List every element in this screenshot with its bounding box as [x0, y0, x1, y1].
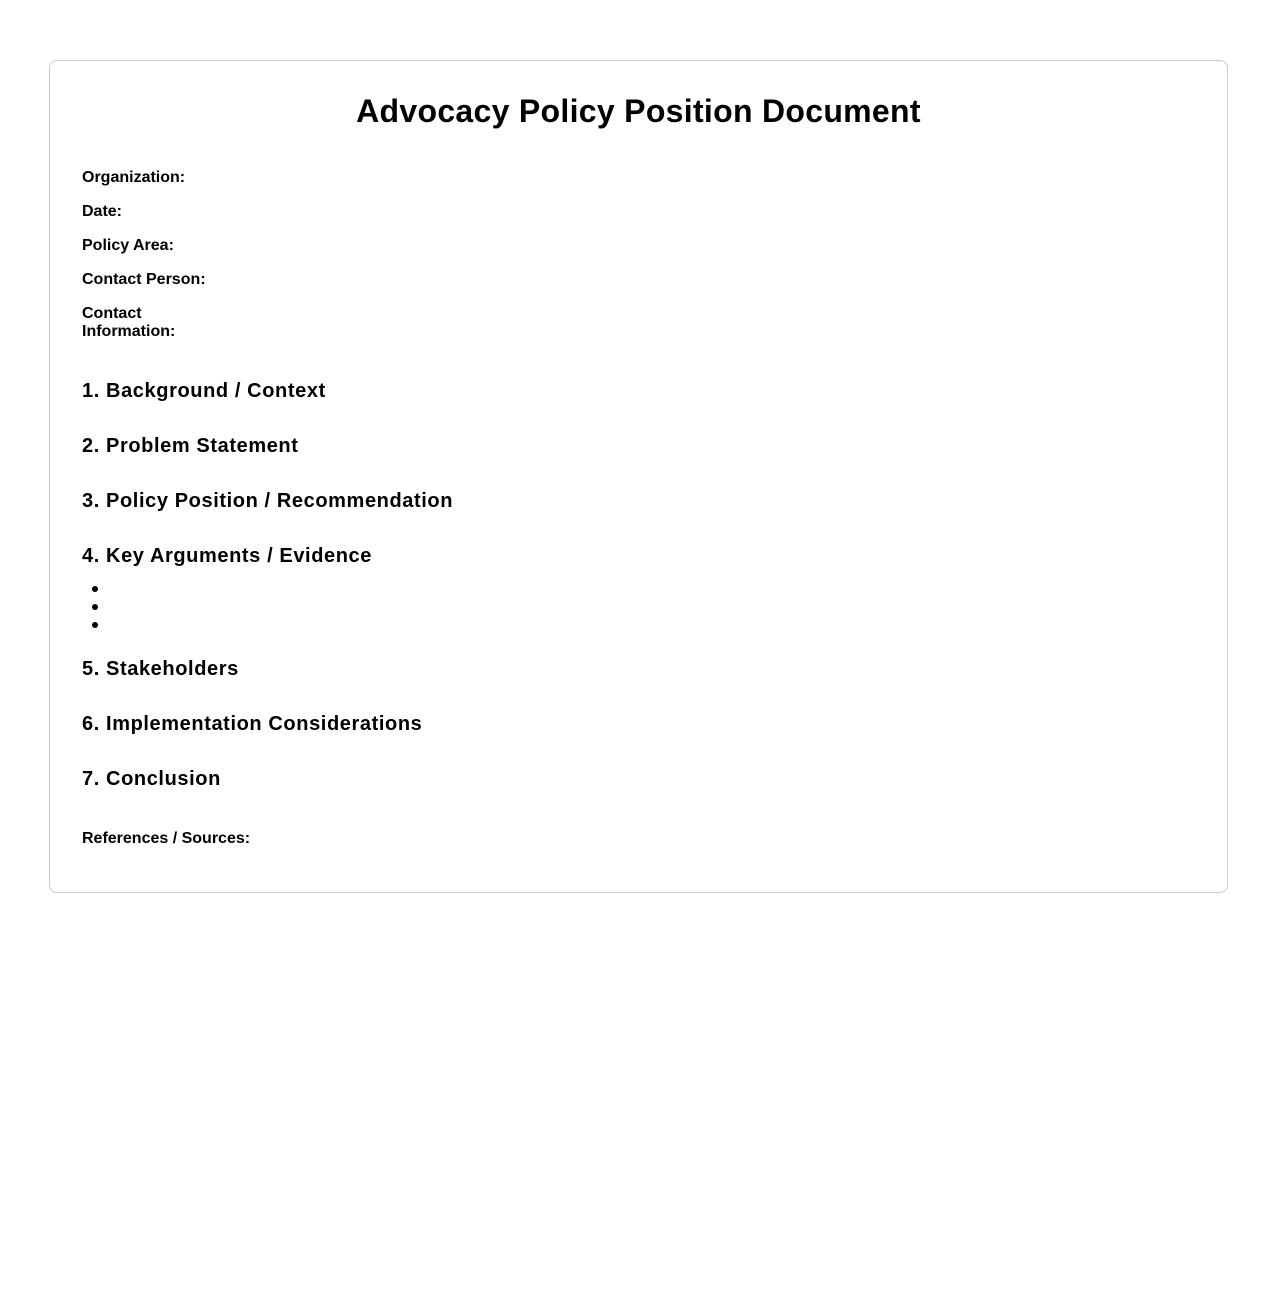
section-body	[82, 513, 1195, 544]
document-title: Advocacy Policy Position Document	[356, 93, 921, 129]
contact-information-value	[192, 305, 1195, 341]
section-background	[82, 379, 1195, 434]
meta-date	[82, 203, 1195, 221]
list-item	[92, 598, 1195, 616]
section-heading: 2. Problem Statement	[82, 435, 299, 457]
section-heading: 4. Key Arguments / Evidence	[82, 545, 372, 567]
organization-value	[222, 169, 1195, 187]
section-body	[82, 736, 1195, 767]
section-body	[82, 791, 1195, 822]
references-label: References / Sources:	[82, 830, 251, 847]
contact-information-label: Contact Information:	[82, 305, 176, 340]
section-implementation	[82, 712, 1195, 767]
meta-policy-area	[82, 237, 1195, 255]
section-heading: 6. Implementation Considerations	[82, 713, 423, 735]
list-item	[92, 580, 1195, 598]
section-key-arguments	[82, 544, 1195, 634]
policy-area-value	[222, 237, 1195, 255]
document-card	[49, 60, 1228, 893]
section-policy-position	[82, 489, 1195, 544]
list-item	[92, 616, 1195, 634]
contact-person-value	[222, 271, 1195, 289]
policy-area-label: Policy Area:	[82, 237, 174, 254]
section-body	[82, 458, 1195, 489]
meta-organization	[82, 169, 1195, 187]
organization-label: Organization:	[82, 169, 186, 186]
section-heading: 7. Conclusion	[82, 768, 221, 790]
section-heading: 5. Stakeholders	[82, 658, 239, 680]
date-value	[222, 203, 1195, 221]
meta-contact-information	[82, 305, 1195, 341]
section-body	[82, 403, 1195, 434]
document-meta	[82, 169, 1195, 341]
section-heading: 1. Background / Context	[82, 380, 326, 402]
section-body	[82, 681, 1195, 712]
section-conclusion	[82, 767, 1195, 822]
meta-contact-person	[82, 271, 1195, 289]
date-label: Date:	[82, 203, 123, 220]
contact-person-label: Contact Person:	[82, 271, 206, 288]
section-heading: 3. Policy Position / Recommendation	[82, 490, 454, 512]
section-problem-statement	[82, 434, 1195, 489]
arguments-list	[82, 580, 1195, 634]
section-stakeholders	[82, 657, 1195, 712]
